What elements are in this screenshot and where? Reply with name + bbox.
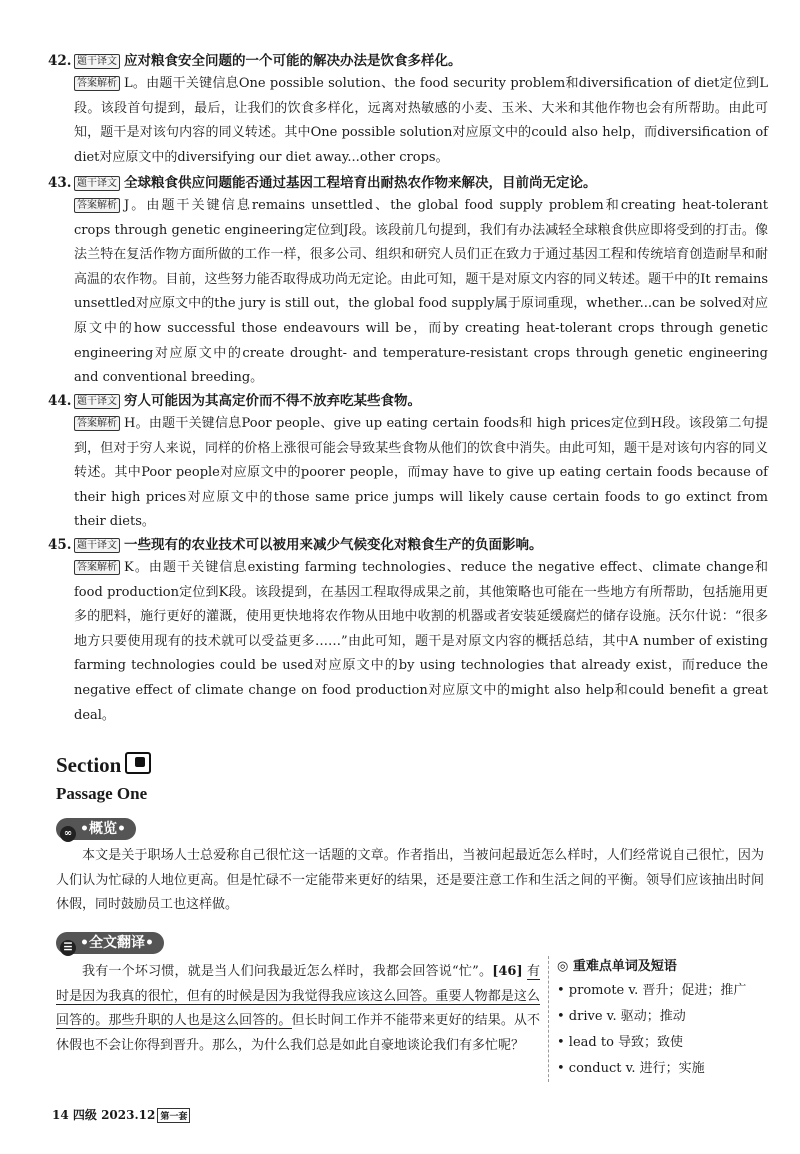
page-number: 14 (52, 1108, 69, 1122)
vocab-item: • promote v. 晋升；促进；推广 (557, 983, 747, 998)
target-icon: ◎ (557, 959, 569, 974)
question-number: 44. (48, 393, 72, 409)
vocab-sidebar (548, 956, 777, 1082)
answer-text: J。由题干关键信息remains unsettled、the global food supply problem和creating heat-tolerant crops through genetic engineering定位到J段。该段前几句提到，我们有办法减轻全球粮食供应即将受到的打击。像法兰特在复活作物方面所做的工作一样，很多公司、组织和研究人员们正在致力于通过基因工程和传统培育创造耐旱和耐高温的农作物。目前，这些努力能否取得成功尚无定论。由此可知，题干是对原文内容的同义转述。题干中的It remains unsettled对应原文中的the jury is still out，the global food supply属于原词重现，whether...can be solved对应原文中的how successful those endeavours will be，而by creating heat-tolerant crops through genetic engineering对应原文中的create drought- and temperature-resistant crops through genetic engineering and conventional breeding。 (74, 198, 768, 386)
answer-text: H。由题干关键信息Poor people、give up eating certain foods和 high prices定位到H段。该段第二句提到，但对于穷人来说，同样的价格上涨很可能会导致某些食物从他们的饮食中消失。由此可知，题干是对该句内容的同义转述。其中Poor people对应原文中的poorer people，而may have to give up eating certain foods because of their high prices对应原文中的those same price jumps will likely cause certain foods to go extinct from their diets。 (74, 416, 768, 530)
answer-tag: 答案解析 (74, 76, 120, 91)
overview-label: ∞ •概览• (56, 818, 136, 840)
question-42 (48, 50, 768, 170)
page-footer (52, 1106, 190, 1123)
stem-tag: 题干译文 (74, 54, 120, 69)
stem-tag: 题干译文 (74, 394, 120, 409)
question-stem: 穷人可能因为其高定价而不得不放弃吃某些食物。 (124, 393, 421, 409)
question-number: 45. (48, 537, 72, 553)
passage-heading: Passage One (56, 784, 148, 803)
question-43 (48, 172, 768, 391)
chat-icon: ☰ (60, 940, 76, 956)
overview-text: 本文是关于职场人士总爱称自己很忙这一话题的文章。作者指出，当被问起最近怎么样时，人们经常说自己很忙，因为人们认为忙碌的人地位更高。但是忙碌不一定能带来更好的结果，还是要注意工作和生活之间的平衡。领导们应该抽出时间休假，同时鼓励员工也这样做。 (56, 848, 764, 912)
underlined-sentence: 有时是因为我真的很忙，但有的时候是因为我觉得我应该这么回答。重要人物都是这么回答的。那些升职的人也是这么回答的。 (56, 964, 540, 1028)
question-number: 43. (48, 175, 72, 191)
question-45 (48, 534, 768, 728)
question-stem: 一些现有的农业技术可以被用来减少气候变化对粮食生产的负面影响。 (124, 537, 543, 553)
answer-tag: 答案解析 (74, 560, 120, 575)
question-44 (48, 390, 768, 535)
question-marker: [46] (492, 964, 523, 979)
question-number: 42. (48, 53, 72, 69)
vocab-item: • conduct v. 进行；实施 (557, 1061, 705, 1076)
question-stem: 全球粮食供应问题能否通过基因工程培育出耐热农作物来解决，目前尚无定论。 (124, 175, 597, 191)
translation-label: ☰ •全文翻译• (56, 932, 164, 954)
stem-tag: 题干译文 (74, 176, 120, 191)
answer-text: K。由题干关键信息existing farming technologies、reduce the negative effect、climate change和food production定位到K段。该段提到，在基因工程取得成果之前，其他策略也可能在一些地方有所帮助，包括施用更多的肥料，施行更好的灌溉，使用更快地将农作物从田地中收割的机器或者安装延缓腐烂的储存设施。沃尔什说：“很多地方只要使用现有的技术就可以受益更多……”由此可知，题干是对原文内容的概括总结，其中A number of existing farming technologies could be used对应原文中的by using technologies that already exist，而reduce the negative effect of climate change on food production对应原文中的might also help和could benefit a great deal。 (74, 560, 768, 723)
section-c-icon (125, 752, 151, 774)
answer-tag: 答案解析 (74, 198, 120, 213)
answer-tag: 答案解析 (74, 416, 120, 431)
section-heading: Section (56, 752, 151, 778)
glasses-icon: ∞ (60, 826, 76, 842)
set-badge: 第一套 (157, 1108, 190, 1123)
answer-text: L。由题干关键信息One possible solution、the food security problem和diversification of diet定位到L段。该段首句提到，最后，让我们的饮食多样化，远离对热敏感的小麦、玉米、大米和其他作物也会有所帮助。由此可知，题干是对该句内容的同义转述。其中One possible solution对应原文中的could also help，而diversification of diet对应原文中的diversifying our diet away...other crops。 (74, 76, 768, 165)
exam-label: 四级 2023.12 (72, 1108, 156, 1122)
vocab-item: • drive v. 驱动；推动 (557, 1009, 686, 1024)
vocab-title: ◎ 重难点单词及短语 (557, 959, 677, 974)
question-stem: 应对粮食安全问题的一个可能的解决办法是饮食多样化。 (124, 53, 462, 69)
vocab-item: • lead to 导致；致使 (557, 1035, 684, 1050)
translation-text: 我有一个坏习惯，就是当人们问我最近怎么样时，我都会回答说“忙”。[46] 有时是因为我真的很忙，但有的时候是因为我觉得我应该这么回答。重要人物都是这么回答的。那些升职的人也是这么回答的。但长时间工作并不能带来更好的结果。从不休假也不会让你得到晋升。那么，为什么我们总是如此自豪地谈论我们有多忙呢？ (56, 964, 540, 1053)
stem-tag: 题干译文 (74, 538, 120, 553)
